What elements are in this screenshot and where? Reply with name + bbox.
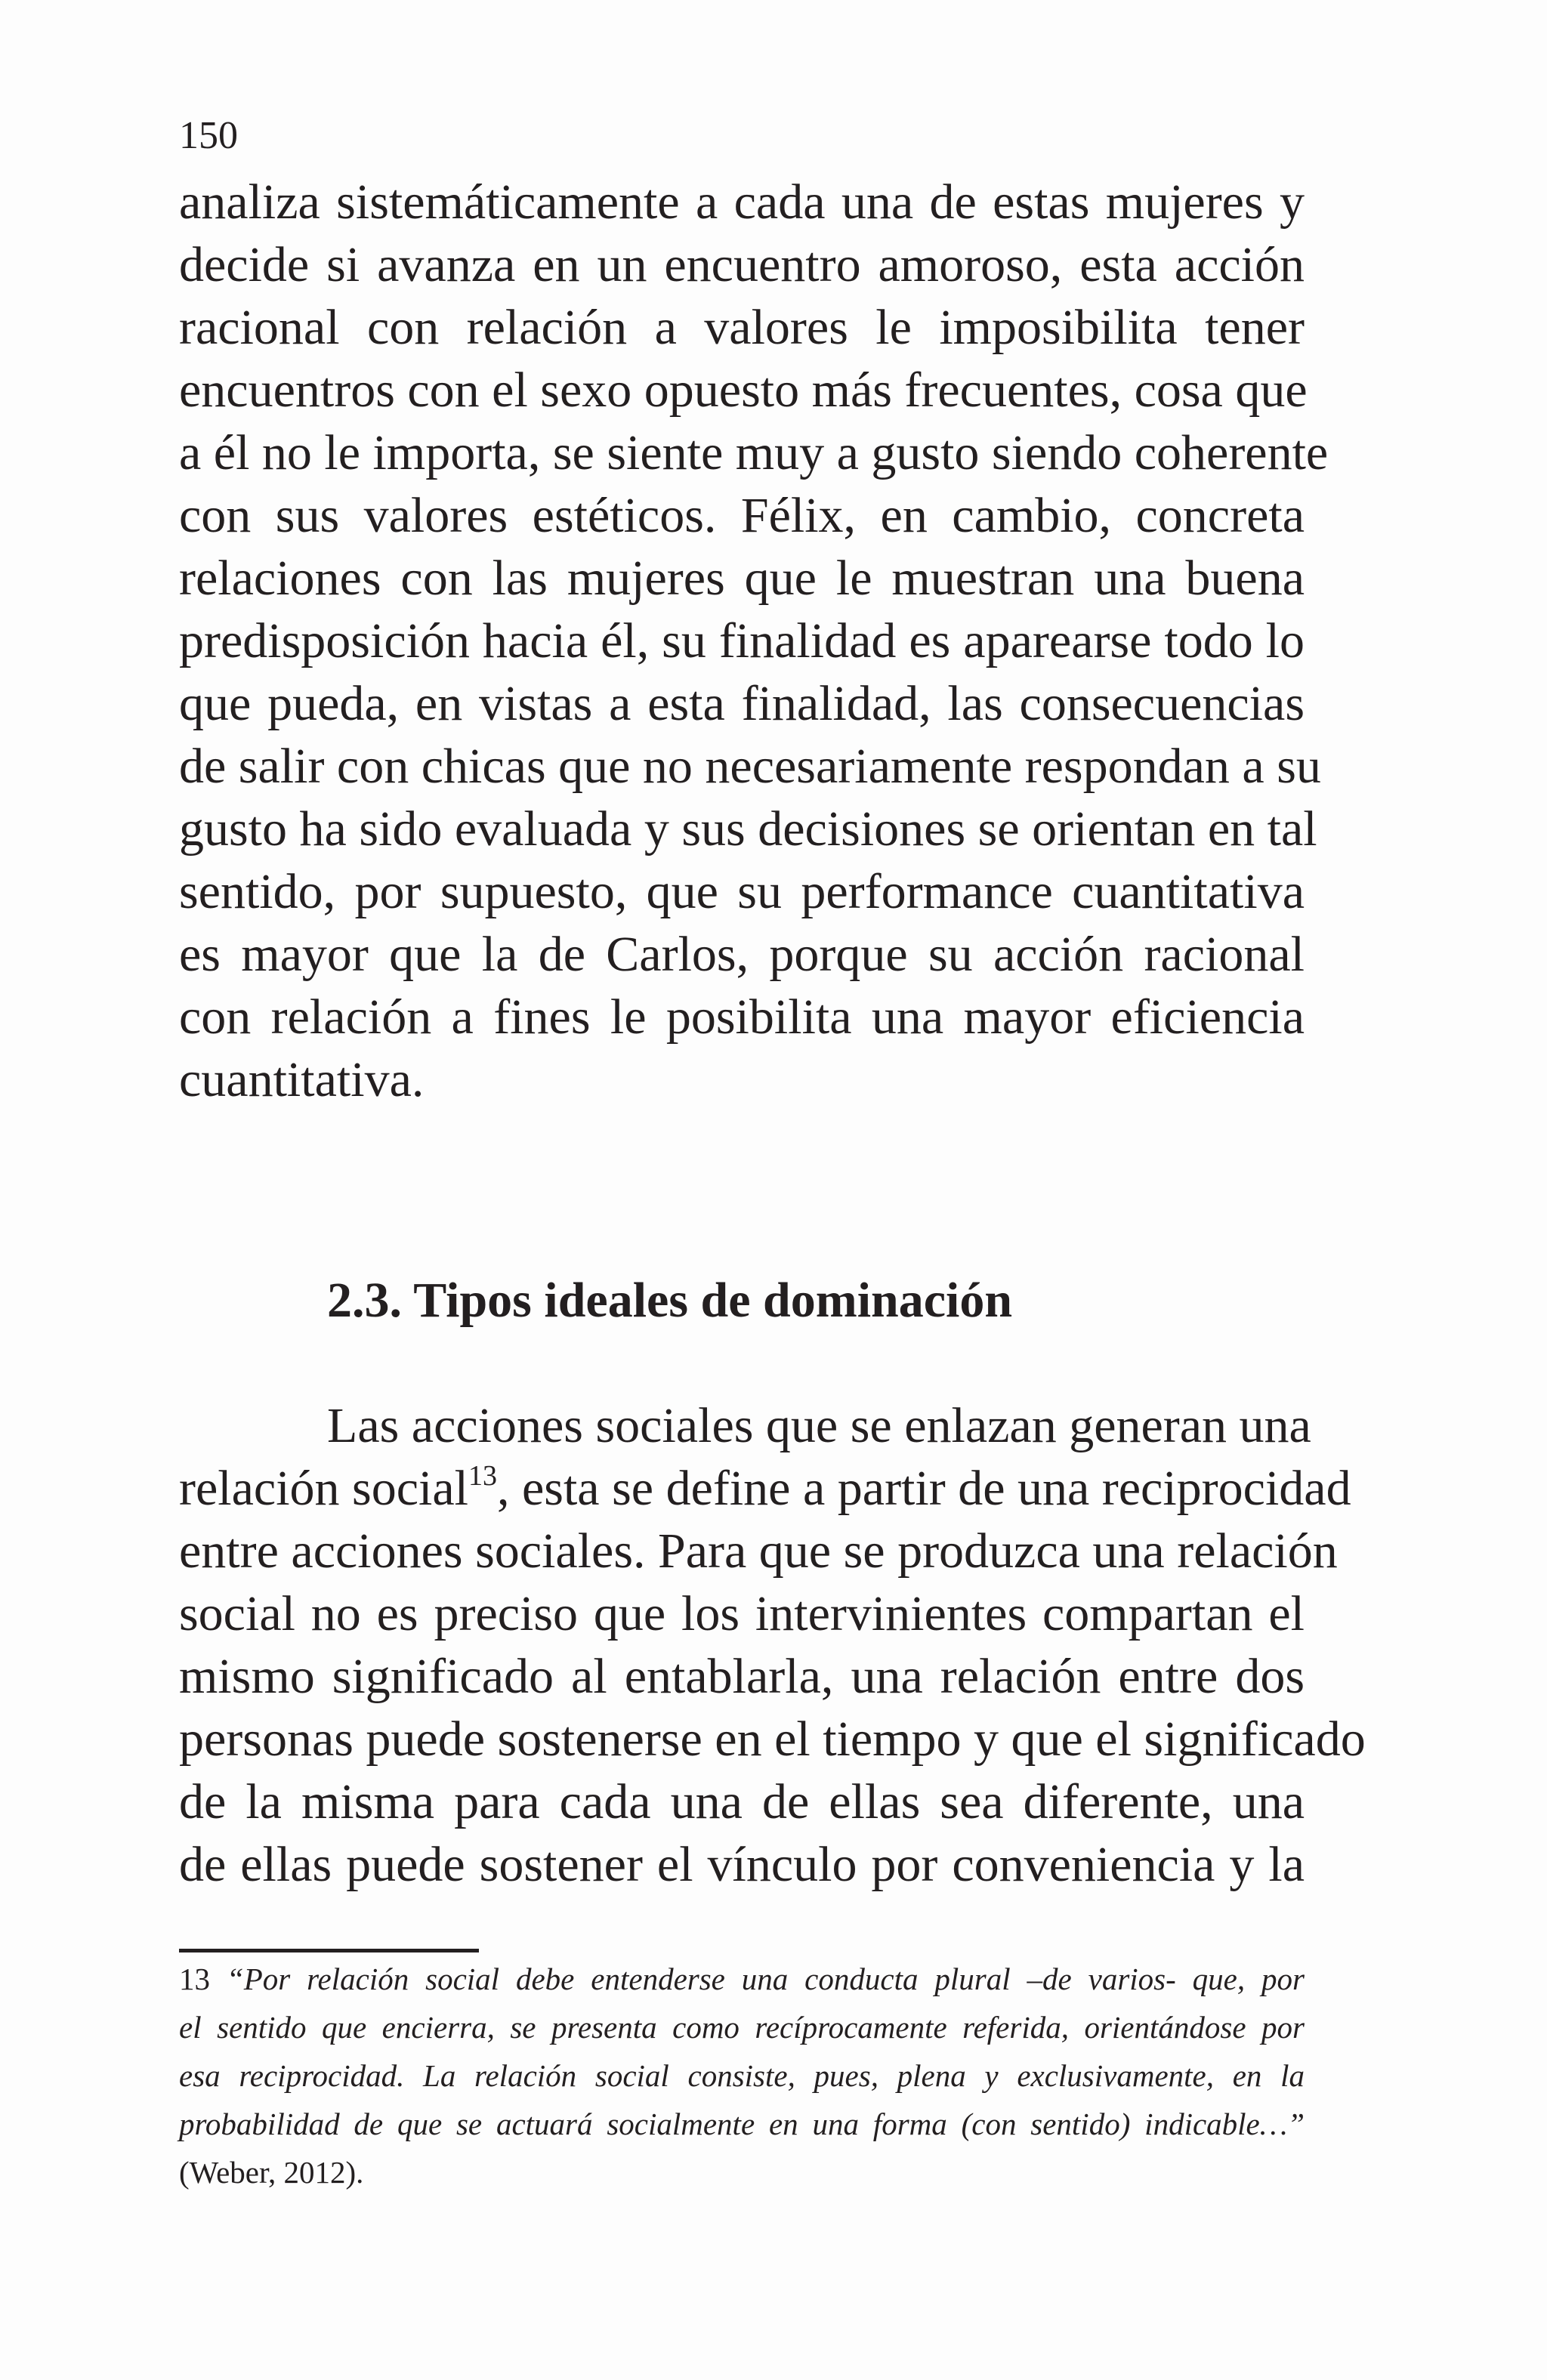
footnote-reference[interactable]: 13	[468, 1460, 497, 1492]
text-fragment: , esta se define a partir de una reciprocidad	[496, 1461, 1351, 1516]
footnote-line: el sentido que encierra, se presenta como recíprocamente referida, orientándose por	[179, 2010, 1305, 2045]
text-line: predisposición hacia él, su finalidad es aparearse todo lo	[179, 613, 1305, 668]
text-line: que pueda, en vistas a esta finalidad, las consecuencias	[179, 676, 1305, 731]
text-line: mismo significado al entablarla, una relación entre dos	[179, 1649, 1305, 1704]
text-line	[179, 1457, 1351, 1520]
text-line: Las acciones sociales que se enlazan generan una	[327, 1398, 1311, 1453]
footnote	[179, 1955, 1305, 2196]
text-line: analiza sistemáticamente a cada una de estas mujeres y	[179, 174, 1305, 230]
footnote-citation: (Weber, 2012).	[179, 2155, 364, 2190]
section-heading: 2.3. Tipos ideales de dominación	[327, 1273, 1013, 1328]
footnote-line: probabilidad de que se actuará socialmente en una forma (con sentido) indicable…”	[179, 2107, 1305, 2141]
text-line: encuentros con el sexo opuesto más frecuentes, cosa que	[179, 363, 1308, 418]
text-line: decide si avanza en un encuentro amoroso, esta acción	[179, 237, 1305, 292]
footnote-line: esa reciprocidad. La relación social consiste, pues, plena y exclusivamente, en la	[179, 2058, 1305, 2093]
text-line: sentido, por supuesto, que su performance cuantitativa	[179, 864, 1305, 919]
page-number: 150	[179, 114, 238, 157]
footnote-separator	[179, 1949, 479, 1952]
text-line: cuantitativa.	[179, 1052, 425, 1107]
text-line: con relación a fines le posibilita una mayor eficiencia	[179, 989, 1305, 1045]
text-line: relaciones con las mujeres que le muestran una buena	[179, 551, 1305, 606]
body-paragraph	[179, 1394, 1366, 1896]
text-line: gusto ha sido evaluada y sus decisiones se orientan en tal	[179, 801, 1317, 857]
footnote-quote-start: “Por relación social debe entenderse una conducta plural –de varios- que, por	[226, 1962, 1305, 1996]
footnote-number: 13	[179, 1962, 210, 1996]
text-line: es mayor que la de Carlos, porque su acción racional	[179, 927, 1305, 982]
text-line: personas puede sostenerse en el tiempo y que el significado	[179, 1712, 1366, 1767]
text-fragment: relación social	[179, 1461, 468, 1516]
footnote-line	[179, 1955, 1305, 2003]
text-line: de la misma para cada una de ellas sea diferente, una	[179, 1774, 1305, 1829]
text-line: de salir con chicas que no necesariamente respondan a su	[179, 739, 1321, 794]
text-line: entre acciones sociales. Para que se produzca una relación	[179, 1523, 1338, 1579]
text-line: de ellas puede sostener el vínculo por conveniencia y la	[179, 1837, 1305, 1892]
text-line: a él no le importa, se siente muy a gusto siendo coherente	[179, 425, 1329, 480]
text-line: racional con relación a valores le imposibilita tener	[179, 300, 1305, 355]
text-line: con sus valores estéticos. Félix, en cambio, concreta	[179, 488, 1305, 543]
text-line: social no es preciso que los intervinientes compartan el	[179, 1586, 1305, 1641]
body-paragraph	[179, 171, 1329, 1111]
